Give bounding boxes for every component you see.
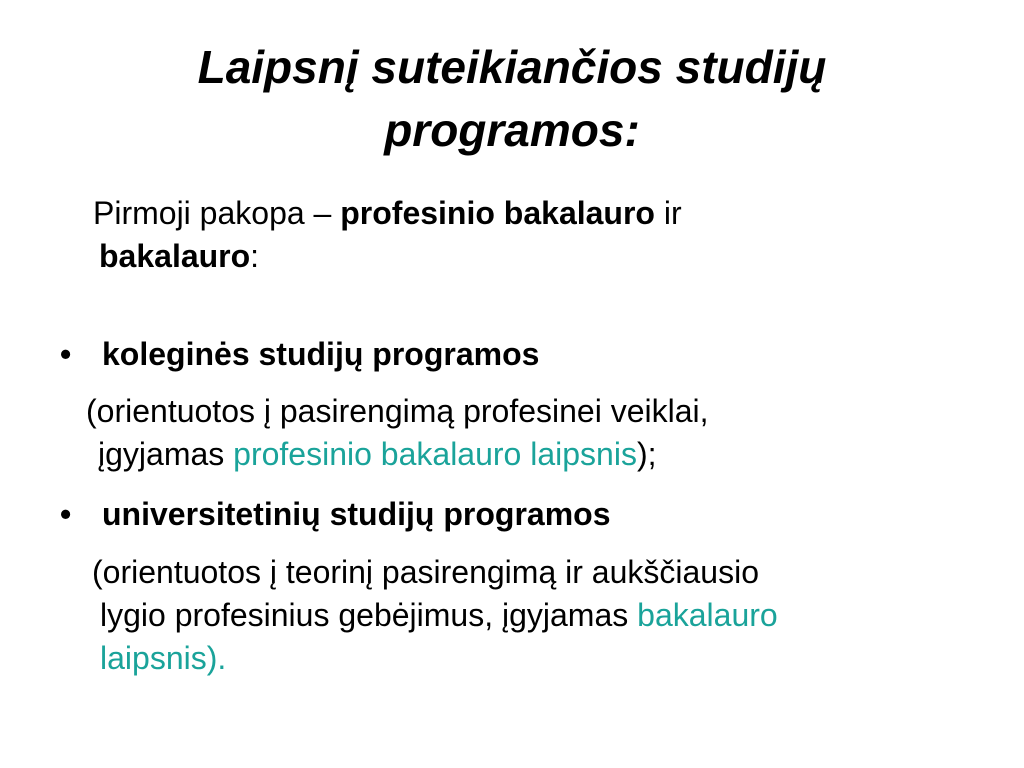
intro-line-2: [95, 235, 955, 278]
intro-text-1: Pirmoji pakopa –: [93, 195, 341, 231]
desc-line-3: laipsnis).: [100, 640, 227, 676]
list-item-description-2: [92, 551, 778, 680]
intro-bold-1: profesinio bakalauro: [340, 195, 655, 231]
desc-accent-text: profesinio bakalauro laipsnis: [233, 436, 637, 472]
desc-line-1: (orientuotos į pasirengimą profesinei veiklai,: [86, 393, 709, 429]
desc-line-2: [92, 594, 778, 637]
slide-title: [60, 36, 964, 162]
desc-accent-text: bakalauro: [637, 597, 778, 633]
bullet-icon: •: [60, 336, 72, 372]
desc-line-1: (orientuotos į teorinį pasirengimą ir aukščiausio: [92, 554, 759, 590]
intro-text-2: ir: [654, 195, 682, 231]
list-item-heading-1: [60, 333, 539, 376]
item-heading-text: universitetinių studijų programos: [102, 496, 611, 532]
intro-paragraph: [95, 192, 955, 278]
title-line-1: Laipsnį suteikiančios studijų: [197, 41, 827, 93]
item-heading-text: koleginės studijų programos: [102, 336, 540, 372]
bullet-icon: •: [60, 496, 72, 532]
intro-text-3: :: [250, 238, 260, 274]
desc-text: lygio profesinius gebėjimus, įgyjamas: [100, 597, 638, 633]
desc-line-2: [86, 433, 709, 476]
intro-bold-2: bakalauro: [99, 238, 251, 274]
list-item-description-1: [86, 390, 709, 476]
desc-text-end: );: [636, 436, 657, 472]
list-item-heading-2: [60, 493, 611, 536]
title-line-2: programos:: [384, 104, 640, 156]
desc-text: įgyjamas: [98, 436, 234, 472]
